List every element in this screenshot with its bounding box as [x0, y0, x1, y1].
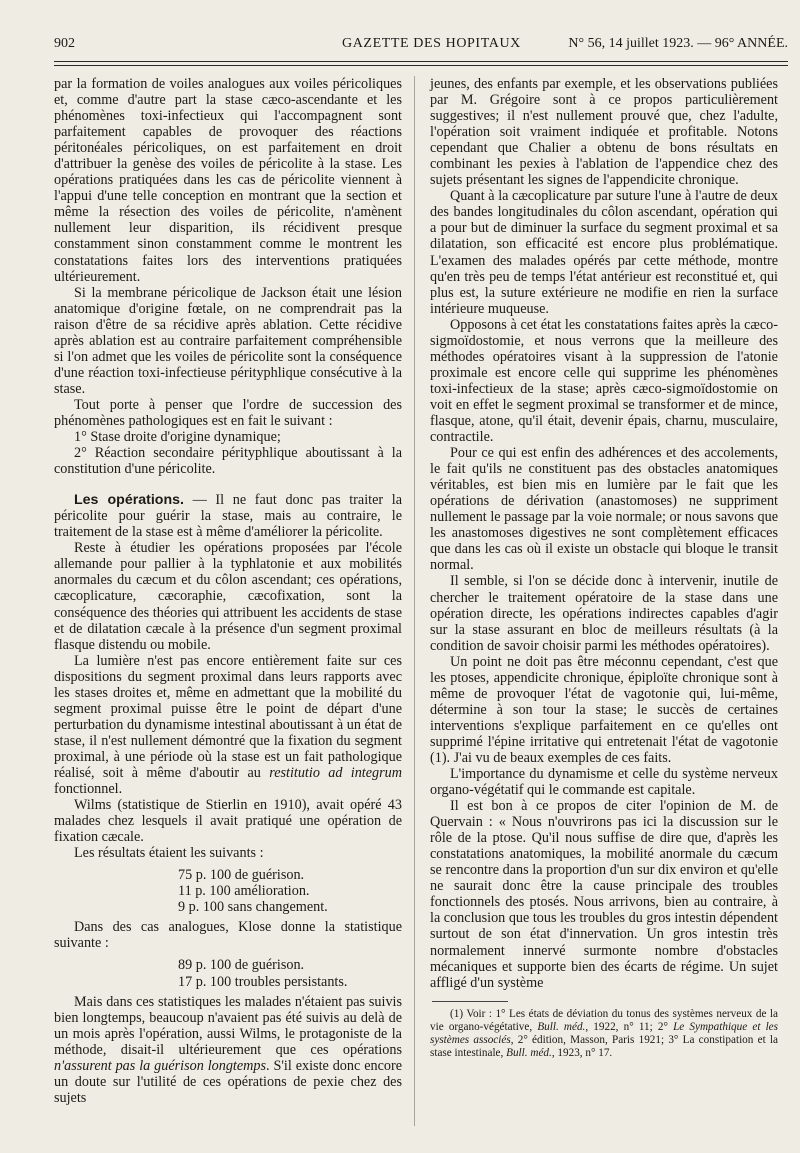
paragraph	[54, 994, 402, 1106]
statistic-line: 89 p. 100 de guérison.	[178, 957, 305, 974]
paragraph: Reste à étudier les opérations proposées par l'école allemande pour pallier à la typhlatonie et aux mobilités anormales du cæcum et du côlon ascendant; ces opérations, cæcoplicature, cæcoraphie, cæcofixation, sont la conséquence des théories qui attribuent les accidents de stase et de dilatation cæcale à la présence d'un segment proximal flasque distendu ou mobile.	[54, 540, 402, 653]
section-heading: Les opérations.	[74, 492, 184, 509]
paragraph: par la formation de voiles analogues aux voiles péricoliques et, comme d'autre part la stase cæco-ascendante et les phénomènes toxi-infectieux qui l'accompagnent sont parfaitement capables de provoquer des réactions péritonéales péricoliques, on est parfaitement en droit d'attribuer la genèse des voiles de péricolite à la stase. Les opérations pratiquées dans les cas de péricolite viennent à l'appui d'une telle conception en montrant que la section et même la résection des voiles de péricolite, n'amènent nullement leur disparition, ils récidivent presque constamment sinon constamment comme le montrent les constatations faites lors des interventions pratiquées ultérieurement.	[54, 76, 402, 285]
emphasized-quote: n'assurent pas la guérison longtemps	[54, 1057, 267, 1074]
statistic-line: 11 p. 100 amélioration.	[178, 883, 310, 900]
citation-title: Le Sympathique et les systèmes associés	[430, 1020, 778, 1046]
paragraph-operations	[54, 492, 402, 540]
paragraph: Les résultats étaient les suivants :	[74, 845, 264, 862]
running-header	[54, 36, 788, 60]
latin-phrase: restitutio ad integrum	[269, 764, 402, 781]
left-column	[54, 76, 402, 1106]
journal-title: GAZETTE DES HOPITAUX	[342, 36, 521, 51]
paragraph: jeunes, des enfants par exemple, et les observations publiées par M. Grégoire sont à ce propos particulièrement suggestives; il n'est nullement prouvé que, chez l'adulte, l'opération soit vraiment indiquée et profitable. Notons cependant que Chalier a obtenu de bons résultats en combinant les pexies à l'ablation de l'appendice chez des sujets présentant les signes de l'appendicite chronique.	[430, 76, 778, 189]
issue-info: N° 56, 14 juillet 1923. — 96° ANNÉE.	[568, 36, 788, 51]
paragraph-text: . S'il existe donc encore un doute sur l'utilité de ces opérations de pexie chez des sujets	[54, 1057, 402, 1106]
footnote	[430, 1008, 778, 1060]
footnote-text: , 2° édition, Masson, Paris 1921; 3° La constipation et la stase intestinale,	[430, 1033, 778, 1059]
paragraph: Il est bon à ce propos de citer l'opinion de M. de Quervain : « Nous n'ouvrirons pas ici la discussion sur le rôle de la ptose. Qu'il nous suffise de dire que, d'après les constatations anatomiques, la mobilité anormale du cæcum se rencontre dans la proportion d'un sur dix environ et qu'elle ne saurait donc être la cause principale des troubles fonctionnels des ptosés. Nous arrivons, bien au contraire, à la conclusion que tous les troubles du gros intestin dépendent surtout de son état d'innervation. Un gros intestin très normalement innervé surmonte nombre d'obstacles mécaniques et supporte bien des écarts de régime. Un sujet affligé d'un système	[430, 798, 778, 991]
footnote-text: (1) Voir : 1° Les états de déviation du tonus des systèmes nerveux de la vie organo-végétative,	[430, 1007, 778, 1033]
paragraph: Wilms (statistique de Stierlin en 1910), avait opéré 43 malades chez lesquels il avait pratiqué une opération de fixation cæcale.	[54, 797, 402, 846]
statistic-line: 17 p. 100 troubles persistants.	[178, 973, 348, 990]
paragraph	[54, 653, 402, 797]
paragraph: Tout porte à penser que l'ordre de succession des phénomènes pathologiques est en fait le suivant :	[54, 396, 402, 429]
paragraph-text: fonctionnel.	[54, 781, 123, 798]
right-column	[430, 76, 778, 1060]
statistic-line: 9 p. 100 sans changement.	[178, 899, 328, 916]
header-rule-bottom	[54, 65, 788, 66]
citation-title: Bull. méd.	[537, 1020, 586, 1033]
paragraph-text: Mais dans ces statistiques les malades n'étaient pas suivis bien longtemps, beaucoup n'avaient pas été suivis au delà de un mois après l'opération, aussi Wilms, le protagoniste de la méthode, disait-il ultérieurement que ces opérations	[54, 993, 402, 1058]
footnote-text: , 1922, n° 11; 2°	[585, 1020, 674, 1033]
paragraph: Il semble, si l'on se décide donc à intervenir, inutile de chercher le traitement opératoire de la stase dans une opération directe, les opérations indirectes capables d'agir sur la stase assurant en bloc de meilleurs résultats (à la condition de savoir choisir parmi les méthodes opératoires).	[430, 573, 778, 654]
paragraph: Pour ce qui est enfin des adhérences et des accolements, le fait qu'ils ne constituent pas des obstacles anatomiques véritables, est bien mis en lumière par le fait que les opérations de dérivation (anastomoses) ne suppriment nullement le passage par la voie normale; or nous savons que les anastomoses digestives ne sont complètement efficaces que dans les cas où il existe un obstacle qui bloque le transit normal.	[430, 445, 778, 574]
paragraph: Si la membrane péricolique de Jackson était une lésion anatomique d'origine fœtale, on ne comprendrait pas la raison d'être de sa récidive après ablation. Cette récidive après ablation est au contraire parfaitement compréhensible si l'on admet que les voiles de péricolite sont la conséquence d'une réaction toxi-infectieuse pérityphlique consécutive à la stase.	[54, 284, 402, 397]
paragraph: Un point ne doit pas être méconnu cependant, c'est que les ptoses, appendicite chronique, épiploïte chronique sont à même de provoquer l'état de vagotonie qui, lui-même, détermine à son tour la stase; le succès de certaines interventions s'explique parfaitement en ce qu'elles ont supprimé l'épine irritative qui entretenait l'état de vagotonie (1). J'ai vu de beaux exemples de ces faits.	[430, 653, 778, 766]
paragraph-text: — Il ne faut donc pas traiter la péricolite pour guérir la stase, mais au contraire, le traitement de la stase est à même d'améliorer la péricolite.	[54, 492, 402, 541]
column-divider	[414, 76, 415, 1126]
paragraph: L'importance du dynamisme et celle du système nerveux organo-végétatif qui le commande est capitale.	[430, 766, 778, 799]
list-item: 2° Réaction secondaire pérityphlique aboutissant à la constitution d'une péricolite.	[54, 445, 402, 478]
footnote-rule	[432, 1001, 508, 1002]
paragraph: Quant à la cæcoplicature par suture l'une à l'autre de deux des bandes longitudinales du côlon ascendant, opération qui a pour but de diminuer la surface du segment proximal et sa dilatation, son efficacité est encore plus problématique. L'examen des malades opérés par cette méthode, montre qu'en très peu de temps l'état antérieur est reconstitué et, qui plus est, la suture extérieure ne modifie en rien la surface intérieure muqueuse.	[430, 188, 778, 317]
paragraph: Opposons à cet état les constatations faites après la cæco-sigmoïdostomie, et nous verrons que la meilleure des méthodes opératoires visant à la suppression de l'atonie proximale est encore celle qui supprime les phénomènes toxi-infectieux de la stase; après cæco-sigmoïdostomie on voit en effet le segment proximal se transformer et de mince, flasque, atone, qu'il était, devenir épais, charnu, musculaire, contractile.	[430, 316, 778, 446]
statistic-line: 75 p. 100 de guérison.	[178, 867, 305, 884]
page-number: 902	[54, 36, 75, 51]
footnote-text: , 1923, n° 17.	[551, 1046, 613, 1059]
paragraph: Dans des cas analogues, Klose donne la statistique suivante :	[54, 919, 402, 952]
header-rule-top	[54, 61, 788, 62]
list-item: 1° Stase droite d'origine dynamique;	[74, 429, 281, 446]
citation-title: Bull. méd.	[506, 1046, 552, 1059]
paragraph-text: La lumière n'est pas encore entièrement faite sur ces dispositions du segment proximal dans leurs rapports avec les stases droites et, même en admettant que la mobilité du segment proximal puisse être le point de départ d'une perturbation du dynamisme intestinal aboutissant à un état de stase, il n'est nullement démontré que la fixation du segment proximal, à une période où la stase est un fait pathologique réalisé, soit à même d'aboutir au	[54, 652, 402, 781]
